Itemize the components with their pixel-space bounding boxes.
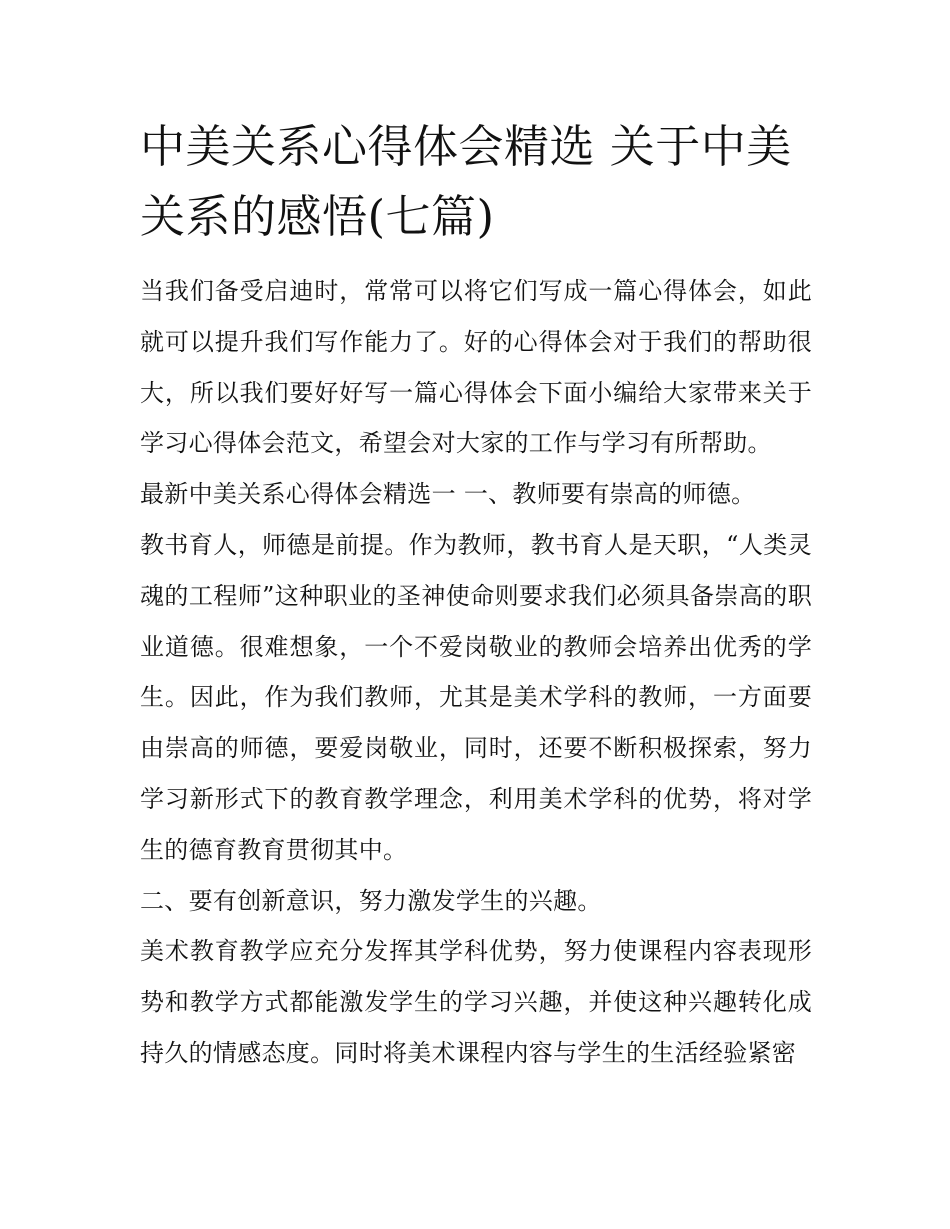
paragraph-ethics: 教书育人，师德是前提。作为教师，教书育人是天职，“人类灵魂的工程师”这种职业的圣神使命则要求我们必须具备崇高的职业道德。很难想象，一个不爱岗敬业的教师会培养出优秀的学生。因此，作为我们教师，尤其是美术学科的教师，一方面要由崇高的师德，要爱岗敬业，同时，还要不断积极探索，努力学习新形式下的教育教学理念，利用美术学科的优势，将对学生的德育教育贯彻其中。 (140, 530, 812, 864)
document-body (140, 112, 812, 1079)
document-title: 中美关系心得体会精选 关于中美关系的感悟(七篇) (140, 120, 792, 243)
paragraph-intro: 当我们备受启迪时，常常可以将它们写成一篇心得体会，如此就可以提升我们写作能力了。好的心得体会对于我们的帮助很大，所以我们要好好写一篇心得体会下面小编给大家带来关于学习心得体会范文，希望会对大家的工作与学习有所帮助。 (140, 277, 812, 458)
paragraph-innovation: 美术教育教学应充分发挥其学科优势，努力使课程内容表现形势和教学方式都能激发学生的学习兴趣，并使这种兴趣转化成持久的情感态度。同时将美术课程内容与学生的生活经验紧密 (140, 937, 812, 1067)
paragraph-heading-1: 最新中美关系心得体会精选一 一、教师要有崇高的师德。 (140, 480, 756, 509)
paragraph-heading-2: 二、要有创新意识，努力激发学生的兴趣。 (140, 886, 602, 915)
